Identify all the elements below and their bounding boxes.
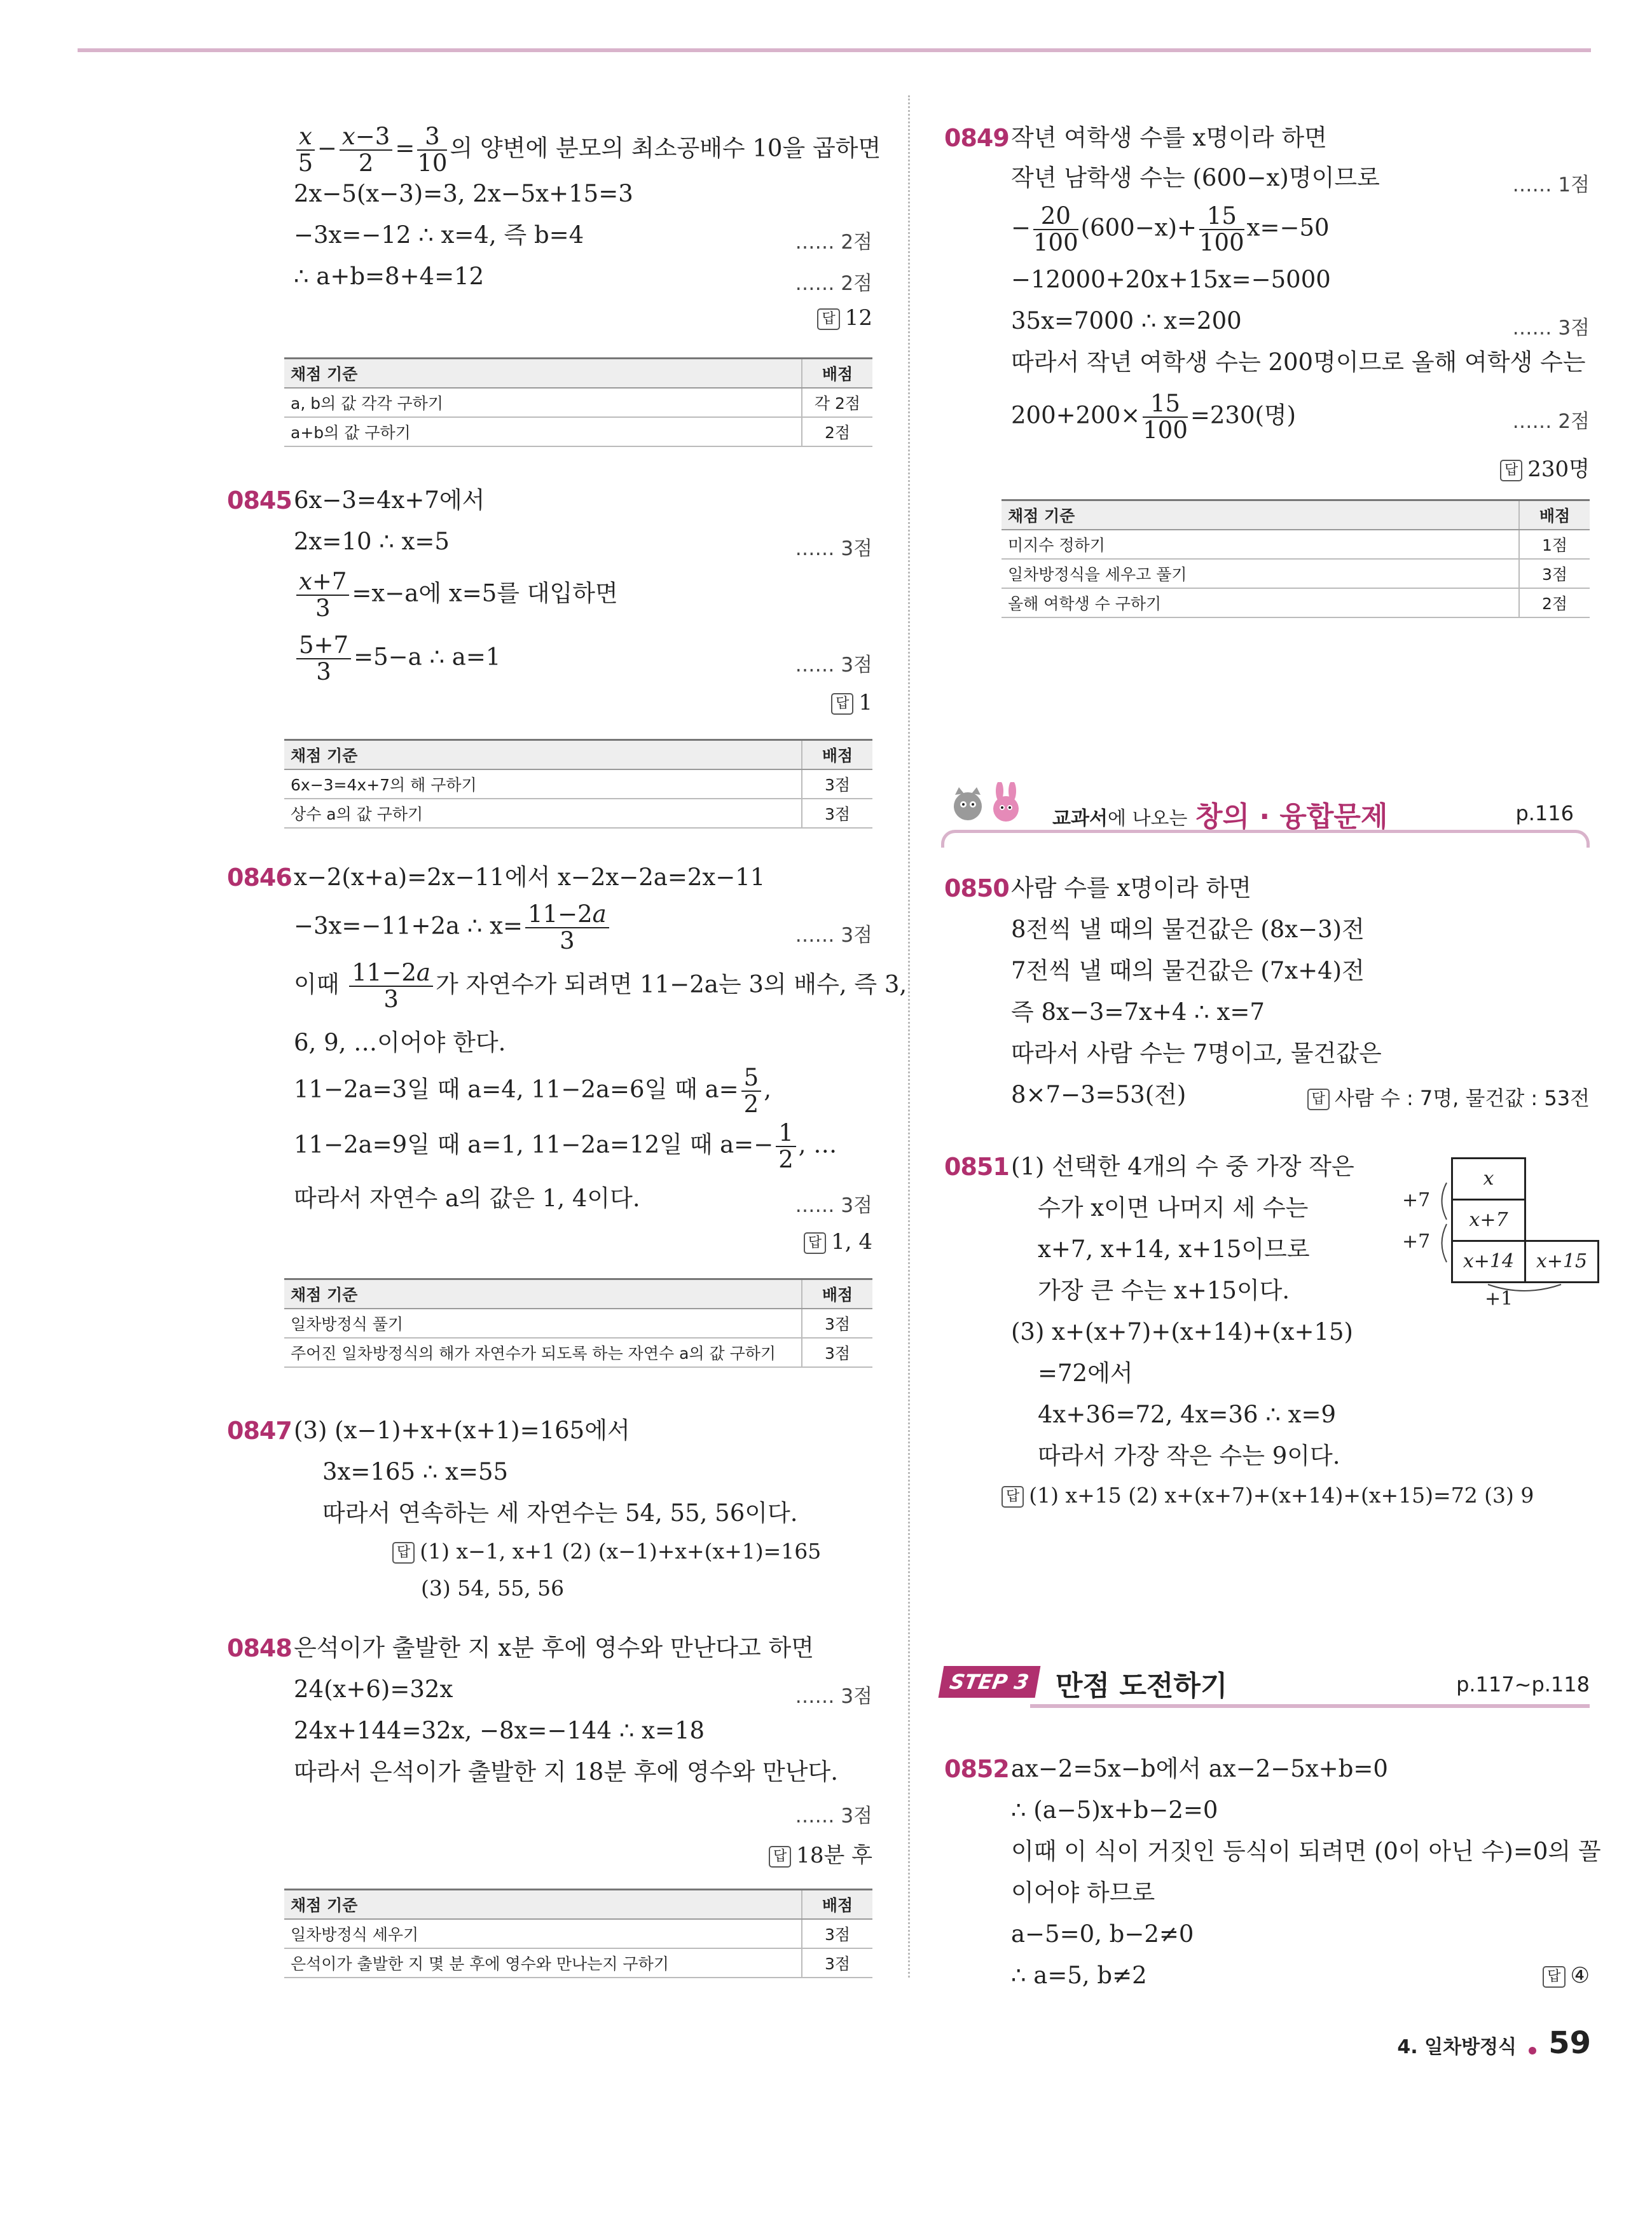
p0847-line1: (3) (x−1)+x+(x+1)=165에서 bbox=[294, 1417, 630, 1444]
p0845-score-table: 채점 기준 배점 6x−3=4x+7의 해 구하기 3점 상수 a의 값 구하기 3점 bbox=[284, 739, 872, 829]
p0851-line1: (1) 선택한 4개의 수 중 가장 작은 bbox=[1011, 1153, 1354, 1180]
p0845-answer: 답 1 bbox=[831, 690, 872, 715]
section-step3-page: p.117~p.118 bbox=[1456, 1672, 1590, 1697]
diagram-arrows bbox=[1386, 1157, 1590, 1323]
p0848-point2: …… 3점 bbox=[795, 1685, 872, 1708]
p0849-line4: −12000+20x+15x=−5000 bbox=[1011, 266, 1331, 293]
p0848-score-table: 채점 기준 배점 일차방정식 세우기 3점 은석이가 출발한 지 몇 분 후에 영수와 만나는지 구하기 3점 bbox=[284, 1889, 872, 1978]
section-step3-title: 만점 도전하기 bbox=[1056, 1670, 1228, 1702]
problem-number-0850: 0850 bbox=[944, 874, 1009, 902]
p0849-line3: − $\frac{20}{100}$ (600−x)+ $\frac{15}{100}$ x=−50 bbox=[1011, 202, 1330, 256]
p0851-calendar-diagram bbox=[1386, 1157, 1590, 1323]
problem-number-0852: 0852 bbox=[944, 1755, 1009, 1783]
p0844-answer: 답 12 bbox=[817, 305, 872, 331]
problem-number-0851: 0851 bbox=[944, 1153, 1009, 1181]
p0848-line3: 24x+144=32x, −8x=−144 ∴ x=18 bbox=[294, 1717, 705, 1744]
top-rule bbox=[78, 48, 1591, 52]
p0850-line4: 즉 8x−3=7x+4 ∴ x=7 bbox=[1011, 998, 1265, 1026]
p0850-line3: 7전씩 낼 때의 물건값은 (7x+4)전 bbox=[1011, 957, 1365, 984]
p0850-answer: 답 사람 수 : 7명, 물건값 : 53전 bbox=[1307, 1082, 1590, 1112]
p0846-line4: 6, 9, …이어야 한다. bbox=[294, 1029, 506, 1056]
p0844-score-table: 채점 기준 배점 a, b의 값 각각 구하기 각 2점 a+b의 값 구하기 2점 bbox=[284, 357, 872, 447]
section-creative-frame bbox=[941, 830, 1590, 848]
p0846-point7: …… 3점 bbox=[795, 1194, 872, 1217]
p0846-line7: 따라서 자연수 a의 값은 1, 4이다. bbox=[294, 1185, 640, 1212]
p0851-answer: 답 (1) x+15 (2) x+(x+7)+(x+14)+(x+15)=72 (3) 9 bbox=[1002, 1480, 1534, 1511]
p0848-line1: 은석이가 출발한 지 x분 후에 영수와 만난다고 하면 bbox=[294, 1634, 815, 1662]
diagram-arrow-label-2: +7 bbox=[1402, 1230, 1431, 1253]
diagram-arrow-label-3: +1 bbox=[1485, 1288, 1513, 1310]
p0846-point2: …… 3점 bbox=[795, 924, 872, 947]
p0846-line5: 11−2a=3일 때 a=4, 11−2a=6일 때 a= $\frac{5}{2}$ , bbox=[294, 1064, 771, 1118]
p0848-line2: 24(x+6)=32x bbox=[294, 1676, 453, 1703]
p0850-line6: 8×7−3=53(전) bbox=[1011, 1081, 1187, 1108]
p0852-line3: 이때 이 식이 거짓인 등식이 되려면 (0이 아닌 수)=0의 꼴 bbox=[1011, 1838, 1601, 1865]
p0848-line4: 따라서 은석이가 출발한 지 18분 후에 영수와 만난다. bbox=[294, 1758, 839, 1786]
p0847-answer2: (3) 54, 55, 56 bbox=[421, 1576, 565, 1600]
step3-badge: STEP 3 bbox=[939, 1666, 1040, 1698]
problem-number-0848: 0848 bbox=[227, 1634, 292, 1662]
p0845-point2: …… 3점 bbox=[795, 537, 872, 560]
p0850-line1: 사람 수를 x명이라 하면 bbox=[1011, 874, 1251, 902]
p0846-line3: 이때 $\frac{11-2a}{3}$ 가 자연수가 되려면 11−2a는 3의 배수, 즉 3, bbox=[294, 959, 907, 1013]
p0851-line6: =72에서 bbox=[1038, 1359, 1133, 1387]
diagram-cell-x: x bbox=[1451, 1157, 1526, 1201]
p0852-line2: ∴ (a−5)x+b−2=0 bbox=[1011, 1796, 1218, 1824]
p0844-point4: …… 2점 bbox=[795, 272, 872, 295]
problem-number-0847: 0847 bbox=[227, 1417, 292, 1445]
p0849-point5: …… 3점 bbox=[1512, 317, 1590, 340]
p0846-score-table: 채점 기준 배점 일차방정식 풀기 3점 주어진 일차방정식의 해가 자연수가 되도록 하는 자연수 a의 값 구하기 3점 bbox=[284, 1278, 872, 1368]
p0845-line1: 6x−3=4x+7에서 bbox=[294, 486, 485, 514]
p0851-line2: 수가 x이면 나머지 세 수는 bbox=[1038, 1194, 1309, 1222]
p0846-line2: −3x=−11+2a ∴ x= $\frac{11-2a}{3}$ bbox=[294, 902, 612, 954]
problem-number-0846: 0846 bbox=[227, 864, 292, 891]
section-step3-rule bbox=[1030, 1704, 1590, 1708]
p0849-line6: 따라서 작년 여학생 수는 200명이므로 올해 여학생 수는 bbox=[1011, 348, 1586, 376]
section-creative-page: p.116 bbox=[1515, 801, 1574, 825]
p0846-line6: 11−2a=9일 때 a=1, 11−2a=12일 때 a=− $\frac{1}{2}$ , … bbox=[294, 1119, 837, 1173]
p0848-answer: 답 18분 후 bbox=[769, 1838, 872, 1869]
p0849-line1: 작년 여학생 수를 x명이라 하면 bbox=[1011, 124, 1327, 151]
p0852-line1: ax−2=5x−b에서 ax−2−5x+b=0 bbox=[1011, 1755, 1388, 1782]
p0849-line5: 35x=7000 ∴ x=200 bbox=[1011, 307, 1242, 334]
p0846-answer: 답 1, 4 bbox=[804, 1229, 872, 1255]
p0849-point2: …… 1점 bbox=[1512, 174, 1590, 196]
p0845-point4: …… 3점 bbox=[795, 654, 872, 677]
diagram-cell-x14: x+14 bbox=[1451, 1240, 1526, 1283]
p0849-line7: 200+200× $\frac{15}{100}$ =230(명) bbox=[1011, 390, 1297, 444]
page-footer bbox=[1397, 2025, 1591, 2061]
p0844-point3: …… 2점 bbox=[795, 231, 872, 254]
section-creative-header bbox=[941, 782, 1590, 839]
section-step3-header bbox=[941, 1660, 1590, 1710]
p0847-answer1: 답 (1) x−1, x+1 (2) (x−1)+x+(x+1)=165 bbox=[392, 1536, 821, 1567]
p0845-line3: $\frac{x+7}{3}$ =x−a에 x=5를 대입하면 bbox=[294, 569, 618, 621]
p0845-line4: $\frac{5+7}{3}$ =5−a ∴ a=1 bbox=[294, 633, 500, 685]
p0849-score-table: 채점 기준 배점 미지수 정하기 1점 일차방정식을 세우고 풀기 3점 올해 여학생 수 구하기 2점 bbox=[1002, 499, 1590, 618]
section-creative-title: 창의 · 융합문제 bbox=[1195, 801, 1388, 833]
p0849-line2: 작년 남학생 수는 (600−x)명이므로 bbox=[1011, 164, 1380, 191]
p0851-line7: 4x+36=72, 4x=36 ∴ x=9 bbox=[1038, 1401, 1337, 1428]
mascot-icon bbox=[947, 782, 1030, 833]
page-number: 59 bbox=[1548, 2025, 1591, 2061]
problem-number-0849: 0849 bbox=[944, 124, 1009, 152]
p0851-line8: 따라서 가장 작은 수는 9이다. bbox=[1038, 1442, 1340, 1469]
p0847-line3: 따라서 연속하는 세 자연수는 54, 55, 56이다. bbox=[322, 1499, 798, 1527]
p0849-answer: 답 230명 bbox=[1500, 451, 1590, 483]
p0846-line1: x−2(x+a)=2x−11에서 x−2x−2a=2x−11 bbox=[294, 864, 766, 891]
p0844-line2: 2x−5(x−3)=3, 2x−5x+15=3 bbox=[294, 180, 633, 207]
problem-number-0845: 0845 bbox=[227, 486, 292, 514]
diagram-cell-x7: x+7 bbox=[1451, 1199, 1526, 1242]
p0844-line4: ∴ a+b=8+4=12 bbox=[294, 263, 485, 290]
p0851-line3: x+7, x+14, x+15이므로 bbox=[1038, 1235, 1310, 1263]
p0850-line5: 따라서 사람 수는 7명이고, 물건값은 bbox=[1011, 1040, 1382, 1067]
p0848-point4: …… 3점 bbox=[795, 1805, 872, 1827]
section-creative-label: 교과서에 나오는 bbox=[1052, 808, 1188, 830]
p0851-line5: (3) x+(x+7)+(x+14)+(x+15) bbox=[1011, 1318, 1353, 1346]
p0852-answer: 답 ④ bbox=[1543, 1963, 1590, 1988]
p0844-line1: $\frac{x}{5}$ − $\frac{x-3}{2}$ = $\frac{3}{10}$ 의 양변에 분모의 최소공배수 10을 곱하면 bbox=[294, 124, 881, 176]
diagram-cell-x15: x+15 bbox=[1524, 1240, 1599, 1283]
p0844-line3: −3x=−12 ∴ x=4, 즉 b=4 bbox=[294, 221, 584, 249]
p0852-line6: ∴ a=5, b≠2 bbox=[1011, 1962, 1147, 1989]
diagram-arrow-label-1: +7 bbox=[1402, 1189, 1431, 1211]
p0849-point7: …… 2점 bbox=[1512, 410, 1590, 433]
p0847-line2: 3x=165 ∴ x=55 bbox=[322, 1458, 509, 1485]
p0845-line2: 2x=10 ∴ x=5 bbox=[294, 528, 450, 555]
column-divider bbox=[908, 95, 910, 1978]
p0851-line4: 가장 큰 수는 x+15이다. bbox=[1038, 1277, 1290, 1304]
p0852-line5: a−5=0, b−2≠0 bbox=[1011, 1920, 1194, 1948]
footer-chapter: 4. 일차방정식 bbox=[1397, 2036, 1517, 2058]
footer-dot bbox=[1529, 2047, 1536, 2054]
p0852-line4: 이어야 하므로 bbox=[1011, 1879, 1155, 1906]
p0850-line2: 8전씩 낼 때의 물건값은 (8x−3)전 bbox=[1011, 916, 1365, 943]
